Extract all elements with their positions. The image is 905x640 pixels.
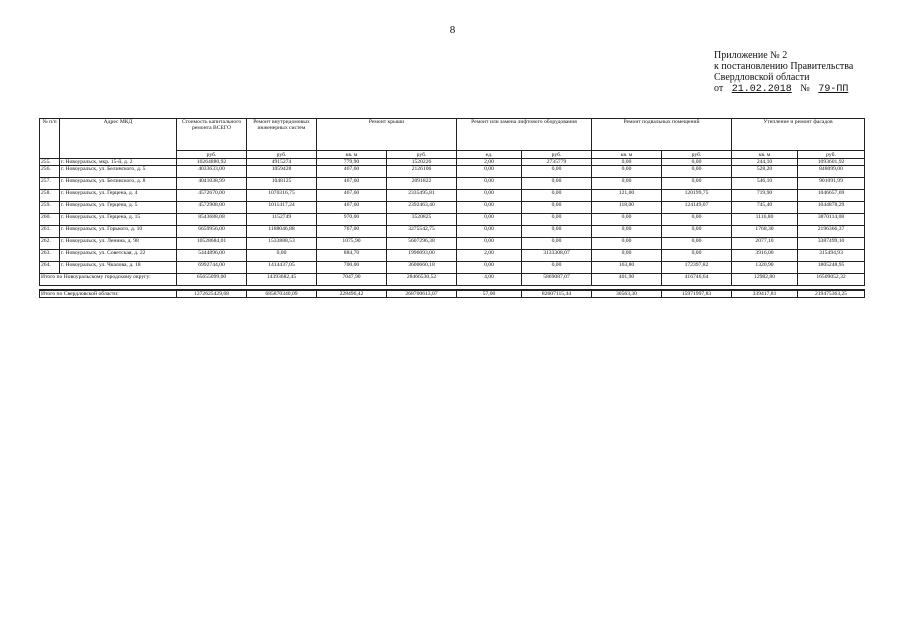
- cell-cost: 6992744,00: [177, 262, 247, 274]
- cell-roof-area: 467,60: [317, 178, 387, 190]
- cell-roof-area: 779,90: [317, 159, 387, 166]
- cell-address: г. Новоуральск, ул. Герцена, д. 5: [60, 202, 177, 214]
- cell-basement-cost: 172397,82: [662, 262, 732, 274]
- cell-num: 259.: [40, 202, 60, 214]
- cell-address: г. Новоуральск, ул. Советская, д. 22: [60, 250, 177, 262]
- cell-basement-area: 163,80: [592, 262, 662, 274]
- cell-num: 261.: [40, 226, 60, 238]
- cell-cost: 4041038,99: [177, 178, 247, 190]
- cell-facade-cost: 1805248,95: [798, 262, 865, 274]
- from-label: от: [714, 83, 724, 94]
- cell-roof-cost: 2091822: [387, 178, 457, 190]
- cell-lift-units: 4,00: [457, 274, 522, 286]
- cell-facade-area: 1768,30: [732, 226, 798, 238]
- cell-facade-area: 1116,80: [732, 214, 798, 226]
- cell-facade-area: 745,40: [732, 202, 798, 214]
- cell-facade-cost: 1093601,92: [798, 159, 865, 166]
- appendix-date-line: [714, 83, 853, 95]
- cell-cost: 6659956,00: [177, 226, 247, 238]
- cell-lift-units: 0,00: [457, 214, 522, 226]
- table-row: [40, 238, 865, 250]
- district-total-row: [40, 274, 865, 286]
- cell-roof-cost: 3600660,18: [387, 262, 457, 274]
- appendix-title: Приложение № 2: [714, 50, 788, 61]
- table-row: [40, 250, 865, 262]
- cell-basement-area: 118,00: [592, 202, 662, 214]
- cell-cost: 10528684,01: [177, 238, 247, 250]
- cell-num: 262.: [40, 238, 60, 250]
- cell-engineering: 1059428: [247, 166, 317, 178]
- cell-roof-cost: 3520825: [387, 214, 457, 226]
- cell-lift-units: 0,00: [457, 202, 522, 214]
- table-row: [40, 202, 865, 214]
- unit-cell: руб.: [247, 151, 317, 159]
- header-address: Адрес МКД: [60, 119, 177, 159]
- cell-engineering: 1533888,53: [247, 238, 317, 250]
- cell-basement-area: 0,00: [592, 250, 662, 262]
- cell-cost: 5444896,00: [177, 250, 247, 262]
- cell-num: 264.: [40, 262, 60, 274]
- cell-lift-cost: 3133308,07: [522, 250, 592, 262]
- cell-facade-area: 3916,00: [732, 250, 798, 262]
- cell-roof-cost: 1996093,00: [387, 250, 457, 262]
- cell-facade-cost: 1044878,29: [798, 202, 865, 214]
- cell-address: г. Новоуральск, ул. Белинского, д. 8: [60, 178, 177, 190]
- cell-basement-area: 401,90: [592, 274, 662, 286]
- header-cost: Стоимость капитального ремонта ВСЕГО: [177, 119, 247, 151]
- cell-lift-units: 57,00: [457, 290, 522, 298]
- page-number: 8: [449, 24, 456, 36]
- appendix-decree: к постановлению Правительства: [714, 61, 854, 72]
- unit-cell: кв. м: [317, 151, 387, 159]
- cell-lift-cost: 82607115,44: [522, 290, 592, 298]
- cell-roof-area: 467,60: [317, 190, 387, 202]
- cell-facade-area: 339417,81: [732, 290, 798, 298]
- cell-num: 260.: [40, 214, 60, 226]
- cell-basement-area: 0,00: [592, 166, 662, 178]
- decree-date: 21.02.2018: [731, 84, 792, 95]
- cell-engineering: 1152749: [247, 214, 317, 226]
- cell-engineering: 0,00: [247, 250, 317, 262]
- cell-address: г. Новоуральск, ул. Герцена, д. 15: [60, 214, 177, 226]
- cell-cost: 10264880,92: [177, 159, 247, 166]
- cell-lift-cost: 0,00: [522, 190, 592, 202]
- appendix-region: Свердловской области: [714, 72, 810, 83]
- table-row: [40, 190, 865, 202]
- cell-lift-units: 0,00: [457, 178, 522, 190]
- cell-basement-cost: 0,00: [662, 214, 732, 226]
- cell-basement-area: 0,00: [592, 214, 662, 226]
- cell-lift-cost: 0,00: [522, 262, 592, 274]
- cell-roof-cost: 3275542,75: [387, 226, 457, 238]
- cell-facade-area: 244,10: [732, 159, 798, 166]
- region-total-label: Итого по Свердловской области:: [40, 290, 177, 298]
- unit-cell: руб.: [798, 151, 865, 159]
- cell-basement-area: 0,00: [592, 226, 662, 238]
- cell-lift-units: 0,00: [457, 166, 522, 178]
- cell-lift-cost: 5869087,07: [522, 274, 592, 286]
- cell-basement-cost: 0,00: [662, 250, 732, 262]
- header-facade: Утепление и ремонт фасадов: [732, 119, 865, 151]
- cell-basement-area: 30563,30: [592, 290, 662, 298]
- cell-roof-area: 228496,42: [317, 290, 387, 298]
- table-row: [40, 159, 865, 166]
- table-row: [40, 262, 865, 274]
- cell-address: г. Новоуральск, ул. Белинского, д. 5: [60, 166, 177, 178]
- cell-roof-area: 700,00: [317, 262, 387, 274]
- cell-roof-area: 767,00: [317, 226, 387, 238]
- cell-cost: 8543688,08: [177, 214, 247, 226]
- table-row: [40, 214, 865, 226]
- cell-cost: 4033633,00: [177, 166, 247, 178]
- cell-roof-cost: 5607296,38: [387, 238, 457, 250]
- table-body: [40, 159, 865, 298]
- unit-cell: кв. м: [592, 151, 662, 159]
- table-row: [40, 178, 865, 190]
- cell-lift-cost: 0,00: [522, 226, 592, 238]
- cell-lift-cost: 2735779: [522, 159, 592, 166]
- cell-facade-cost: 848099,00: [798, 166, 865, 178]
- cell-address: г. Новоуральск, мкр. 15-й, д. 2: [60, 159, 177, 166]
- cell-num: 256.: [40, 166, 60, 178]
- header-num: № п/п: [40, 119, 60, 159]
- cell-facade-cost: 901091,99: [798, 178, 865, 190]
- cell-roof-area: 7047,90: [317, 274, 387, 286]
- cell-engineering: 685870340,09: [247, 290, 317, 298]
- cell-lift-units: 0,00: [457, 238, 522, 250]
- cell-address: г. Новоуральск, ул. Горького, д. 10: [60, 226, 177, 238]
- cell-address: г. Новоуральск, ул. Герцена, д. 4: [60, 190, 177, 202]
- cell-basement-cost: 0,00: [662, 226, 732, 238]
- cell-facade-area: 719,90: [732, 190, 798, 202]
- cell-roof-cost: 1520226: [387, 159, 457, 166]
- cell-cost: 4572670,00: [177, 190, 247, 202]
- cell-roof-cost: 28466530,52: [387, 274, 457, 286]
- cell-engineering: 1070316,75: [247, 190, 317, 202]
- cell-lift-cost: 0,00: [522, 238, 592, 250]
- cell-facade-area: 2077,10: [732, 238, 798, 250]
- cell-lift-cost: 0,00: [522, 166, 592, 178]
- cell-basement-area: 121,00: [592, 190, 662, 202]
- cell-basement-cost: 416746,64: [662, 274, 732, 286]
- cell-lift-units: 0,00: [457, 262, 522, 274]
- cell-address: г. Новоуральск, ул. Чкалова, д. 18: [60, 262, 177, 274]
- cell-basement-cost: 124149,07: [662, 202, 732, 214]
- unit-cell: руб.: [522, 151, 592, 159]
- cell-lift-units: 2,00: [457, 250, 522, 262]
- cell-basement-cost: 120199,75: [662, 190, 732, 202]
- cell-facade-area: 1320,90: [732, 262, 798, 274]
- cell-basement-area: 0,00: [592, 159, 662, 166]
- cell-basement-cost: 0,00: [662, 159, 732, 166]
- cell-roof-area: 467,60: [317, 202, 387, 214]
- cell-address: г. Новоуральск, ул. Ленина, д. 98: [60, 238, 177, 250]
- cell-facade-cost: 315494,93: [798, 250, 865, 262]
- number-label: №: [800, 83, 810, 94]
- cell-engineering: 4915274: [247, 159, 317, 166]
- cell-basement-area: 0,00: [592, 178, 662, 190]
- cell-engineering: 1188046,88: [247, 226, 317, 238]
- cell-engineering: 14393682,45: [247, 274, 317, 286]
- table-row: [40, 226, 865, 238]
- header-basement: Ремонт подвальных помещений: [592, 119, 732, 151]
- unit-cell: кв. м: [732, 151, 798, 159]
- cell-facade-cost: 1046657,69: [798, 190, 865, 202]
- cell-lift-cost: 0,00: [522, 202, 592, 214]
- cell-lift-cost: 0,00: [522, 178, 592, 190]
- unit-cell: руб.: [662, 151, 732, 159]
- unit-cell: руб.: [387, 151, 457, 159]
- cell-roof-area: 467,60: [317, 166, 387, 178]
- cell-facade-cost: 16509052,32: [798, 274, 865, 286]
- cell-basement-area: 0,00: [592, 238, 662, 250]
- cell-roof-cost: 2392463,40: [387, 202, 457, 214]
- cell-lift-units: 0,00: [457, 190, 522, 202]
- cell-roof-cost: 268700613,07: [387, 290, 457, 298]
- table-row: [40, 166, 865, 178]
- cell-roof-area: 884,70: [317, 250, 387, 262]
- cell-lift-cost: 0,00: [522, 214, 592, 226]
- cell-cost: 65655099,00: [177, 274, 247, 286]
- cell-basement-cost: 0,00: [662, 238, 732, 250]
- header-lift: Ремонт или замена лифтового оборудования: [457, 119, 592, 151]
- cell-facade-cost: 219475363,25: [798, 290, 865, 298]
- cell-lift-units: 2,00: [457, 159, 522, 166]
- repair-table: [39, 118, 865, 298]
- cell-basement-cost: 0,00: [662, 178, 732, 190]
- cell-roof-cost: 2335495,81: [387, 190, 457, 202]
- cell-engineering: 1011417,24: [247, 202, 317, 214]
- cell-roof-area: 970,00: [317, 214, 387, 226]
- header-roof: Ремонт крыши: [317, 119, 457, 151]
- cell-lift-units: 0,00: [457, 226, 522, 238]
- cell-num: 258.: [40, 190, 60, 202]
- cell-facade-cost: 2196366,37: [798, 226, 865, 238]
- cell-facade-area: 546,10: [732, 178, 798, 190]
- cell-num: 255.: [40, 159, 60, 166]
- cell-cost: 4572908,00: [177, 202, 247, 214]
- cell-basement-cost: 15971997,83: [662, 290, 732, 298]
- cell-facade-cost: 3387499,10: [798, 238, 865, 250]
- cell-engineering: 1048125: [247, 178, 317, 190]
- unit-cell: ед.: [457, 151, 522, 159]
- cell-facade-area: 528,20: [732, 166, 798, 178]
- region-total-row: [40, 290, 865, 298]
- cell-facade-cost: 3870114,08: [798, 214, 865, 226]
- decree-number: 79-ПП: [818, 84, 849, 95]
- header-engineering: Ремонт внутридомовых инженерных систем: [247, 119, 317, 151]
- appendix-header: [714, 50, 853, 95]
- district-total-label: Итого по Новоуральскому городскому округу:: [40, 274, 177, 286]
- cell-engineering: 1414437,05: [247, 262, 317, 274]
- cell-roof-cost: 2126106: [387, 166, 457, 178]
- cell-num: 263.: [40, 250, 60, 262]
- cell-num: 257.: [40, 178, 60, 190]
- cell-cost: 1272625429,68: [177, 290, 247, 298]
- cell-roof-area: 1075,90: [317, 238, 387, 250]
- cell-basement-cost: 0,00: [662, 166, 732, 178]
- cell-facade-area: 12982,80: [732, 274, 798, 286]
- unit-cell: руб.: [177, 151, 247, 159]
